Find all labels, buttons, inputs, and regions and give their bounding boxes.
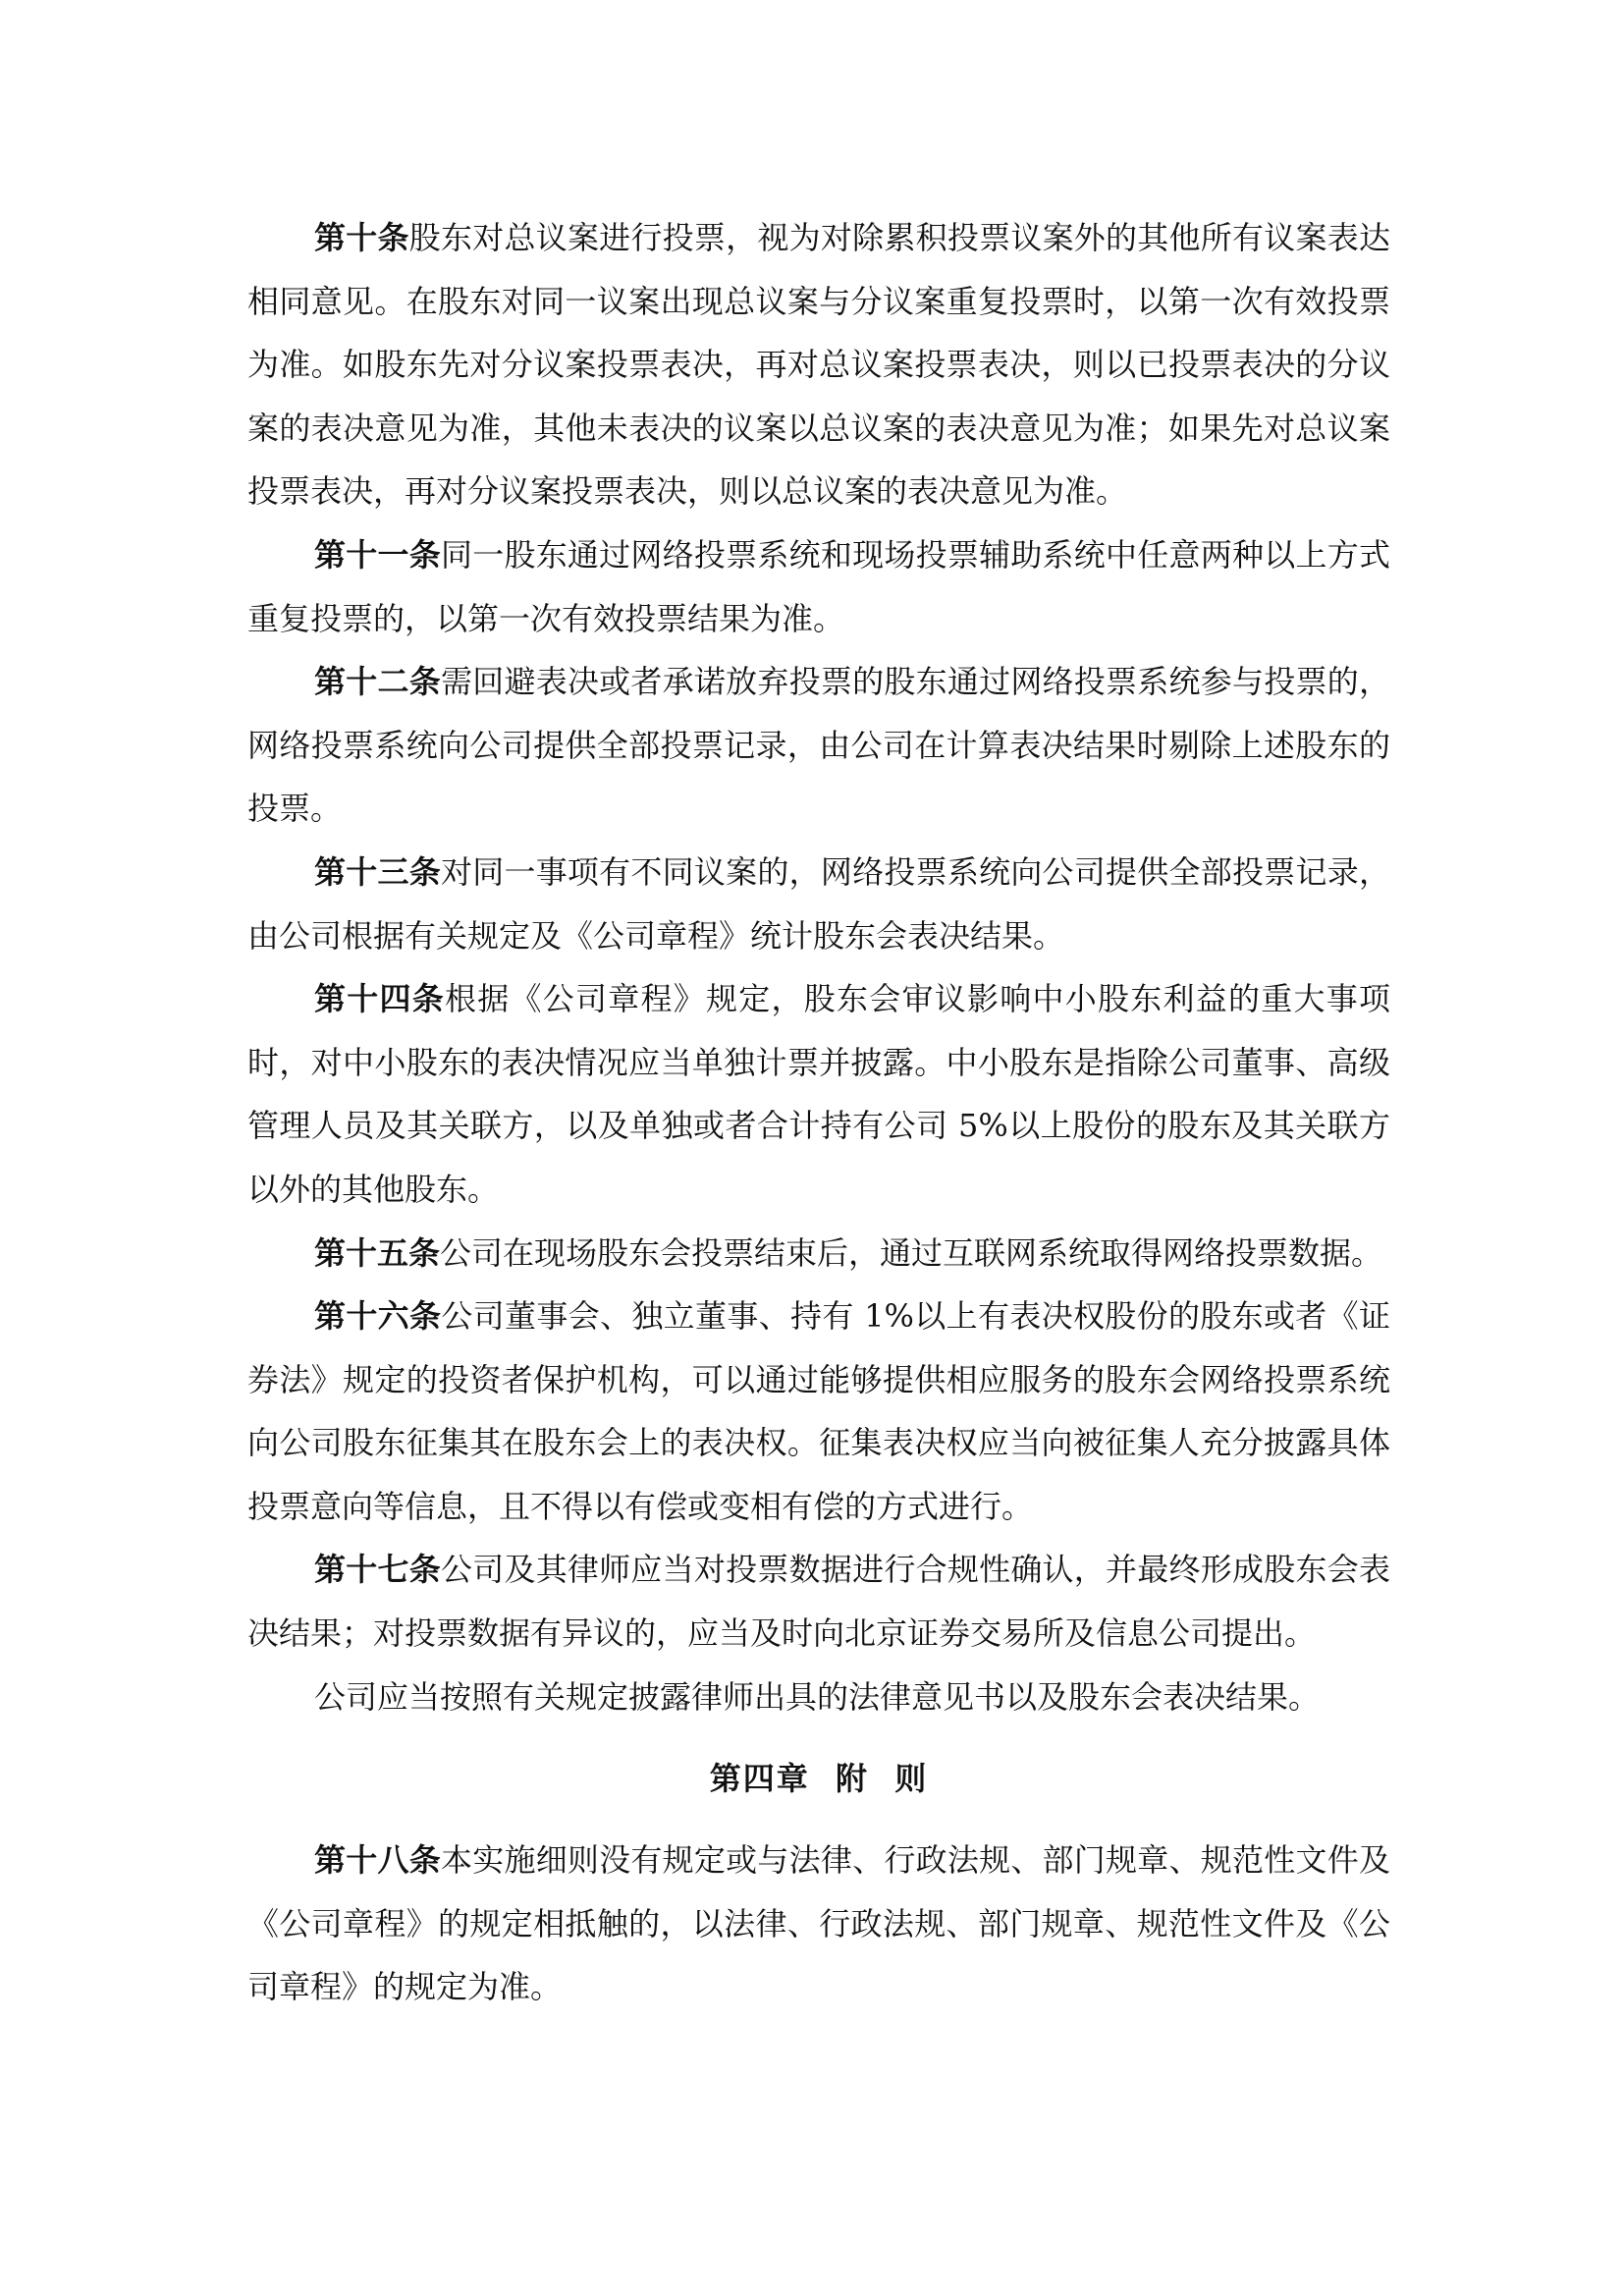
article-title: 第十条 [314, 219, 409, 256]
article-14 [247, 967, 1390, 1221]
article-title: 第十三条 [314, 852, 441, 891]
article-body: 根据《公司章程》规定，股东会审议影响中小股东利益的重大事项时，对中小股东的表决情况应当单独计票并披露。中小股东是指除公司董事、高级管理人员及其关联方，以及单独或者合计持有公司 5%以上股份的股东及其关联方以外的其他股东。 [247, 980, 1390, 1208]
article-body: 公司及其律师应当对投票数据进行合规性确认，并最终形成股东会表决结果；对投票数据有异议的，应当及时向北京证券交易所及信息公司提出。 [247, 1551, 1390, 1653]
article-title: 第十一条 [314, 535, 441, 574]
article-body: 股东对总议案进行投票，视为对除累积投票议案外的其他所有议案表达相同意见。在股东对同一议案出现总议案与分议案重复投票时，以第一次有效投票为准。如股东先对分议案投票表决，再对总议案投票表决，则以已投票表决的分议案的表决意见为准，其他未表决的议案以总议案的表决意见为准；如果先对总议案投票表决，再对分议案投票表决，则以总议案的表决意见为准。 [247, 219, 1390, 511]
article-15 [247, 1222, 1390, 1285]
document-page [247, 206, 1390, 2019]
article-10 [247, 206, 1390, 523]
article-11 [247, 523, 1390, 650]
article-body: 本实施细则没有规定或与法律、行政法规、部门规章、规范性文件及《公司章程》的规定相抵触的，以法律、行政法规、部门规章、规范性文件及《公司章程》的规定为准。 [247, 1841, 1390, 2006]
article-body: 需回避表决或者承诺放弃投票的股东通过网络投票系统参与投票的，网络投票系统向公司提供全部投票记录，由公司在计算表决结果时剔除上述股东的投票。 [247, 663, 1390, 828]
article-title: 第十四条 [314, 980, 445, 1018]
article-body: 公司董事会、独立董事、持有 1%以上有表决权股份的股东或者《证券法》规定的投资者保护机构，可以通过能够提供相应服务的股东会网络投票系统向公司股东征集其在股东会上的表决权。征集表决权应当向被征集人充分披露具体投票意向等信息，且不得以有偿或变相有偿的方式进行。 [247, 1297, 1390, 1525]
article-title: 第十五条 [314, 1233, 441, 1272]
article-16 [247, 1285, 1390, 1538]
article-body: 同一股东通过网络投票系统和现场投票辅助系统中任意两种以上方式重复投票的，以第一次有效投票结果为准。 [247, 535, 1390, 637]
article-title: 第十二条 [314, 663, 441, 701]
article-title: 第十七条 [314, 1551, 441, 1589]
chapter-heading-text: 第四章 附 则 [709, 1760, 929, 1798]
article-body: 对同一事项有不同议案的，网络投票系统向公司提供全部投票记录，由公司根据有关规定及《公司章程》统计股东会表决结果。 [247, 852, 1390, 955]
continuation-paragraph: 公司应当按照有关规定披露律师出具的法律意见书以及股东会表决结果。 [314, 1677, 1321, 1716]
article-17 [247, 1538, 1390, 1665]
article-12 [247, 650, 1390, 841]
chapter-heading [247, 1747, 1390, 1810]
article-18 [247, 1829, 1390, 2019]
article-title: 第十八条 [314, 1841, 441, 1880]
article-title: 第十六条 [314, 1297, 442, 1336]
article-13 [247, 841, 1390, 967]
article-body: 公司在现场股东会投票结束后，通过互联网系统取得网络投票数据。 [440, 1233, 1383, 1272]
